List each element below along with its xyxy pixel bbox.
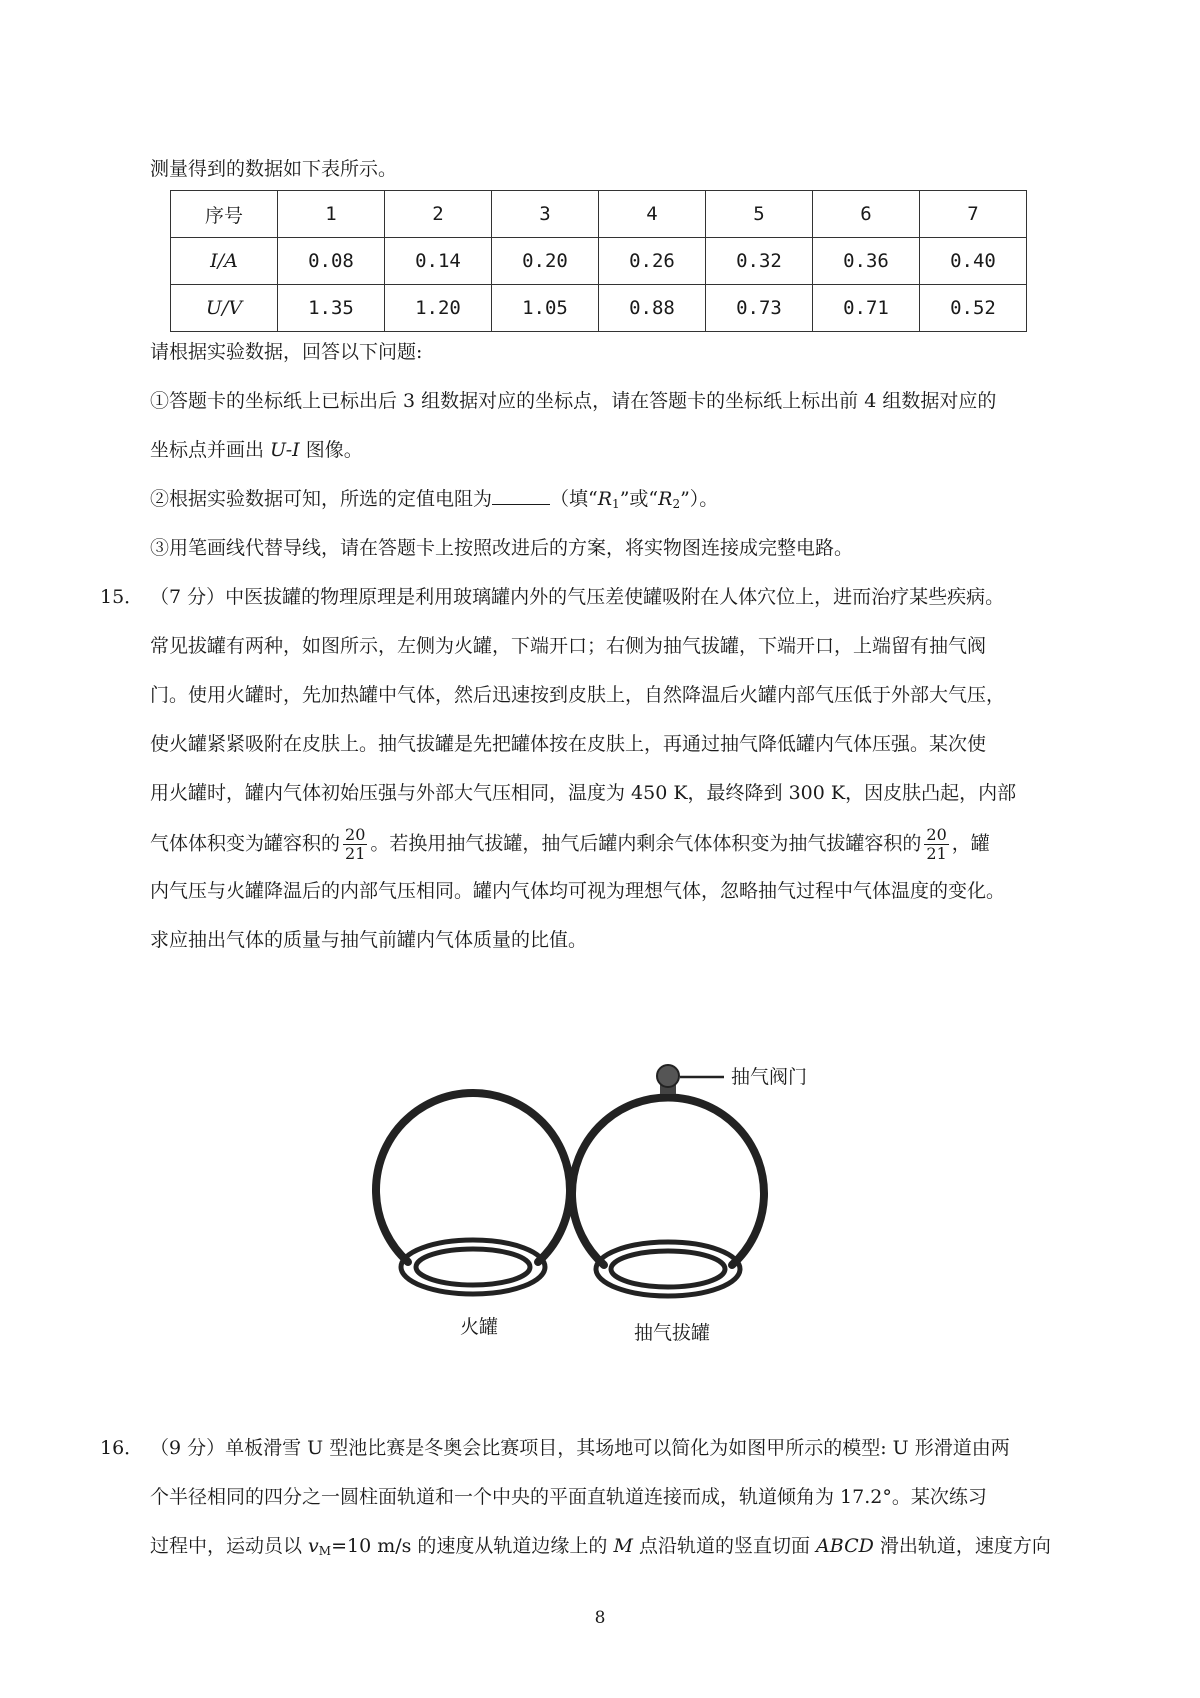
q14-item1-line2 xyxy=(150,436,363,464)
table-header-cell: 3 xyxy=(492,191,599,238)
table-cell: 0.71 xyxy=(813,285,920,332)
suction-cup-label: 抽气拔罐 xyxy=(634,1322,711,1344)
text-span: 滑出轨道，速度方向 xyxy=(873,1535,1051,1557)
text-span: 气体体积变为罐容积的 xyxy=(150,832,341,855)
q14-item2 xyxy=(150,485,718,518)
fire-cup-label: 火罐 xyxy=(460,1316,499,1338)
q16-line: （9 分）单板滑雪 U 型池比赛是冬奥会比赛项目，其场地可以简化为如图甲所示的模型: U 形滑道由两 xyxy=(150,1437,1010,1459)
fraction-numerator: 20 xyxy=(345,825,366,844)
q15-line: 门。使用火罐时，先加热罐中气体，然后迅速按到皮肤上，自然降温后火罐内部气压低于外部大气压， xyxy=(150,684,1006,706)
q15-line: 内气压与火罐降温后的内部气压相同。罐内气体均可视为理想气体，忽略抽气过程中气体温度的变化。 xyxy=(150,880,1006,902)
q15-line: （7 分）中医拔罐的物理原理是利用玻璃罐内外的气压差使罐吸附在人体穴位上，进而治疗某些疾病。 xyxy=(150,586,1005,608)
variable-r: R xyxy=(658,488,673,510)
fraction-denominator: 21 xyxy=(345,844,366,863)
fraction xyxy=(343,826,367,863)
question-number: 15． xyxy=(100,586,144,608)
valve-knob xyxy=(657,1065,679,1087)
subscript: 2 xyxy=(672,497,681,511)
row-label-voltage: U/V xyxy=(171,285,278,332)
table-header-cell: 1 xyxy=(278,191,385,238)
fire-cup-drawing xyxy=(376,1093,570,1294)
variable-v: v xyxy=(308,1535,319,1557)
variable-r: R xyxy=(597,488,613,510)
table-cell: 0.14 xyxy=(385,238,492,285)
text-span: 。若换用抽气拔罐，抽气后罐内剩余气体体积变为抽气拔罐容积的 xyxy=(370,832,922,855)
text-span: ”或“ xyxy=(619,488,659,510)
table-header-cell: 4 xyxy=(599,191,706,238)
q14-item3: ③用笔画线代替导线，请在答题卡上按照改进后的方案，将实物图连接成完整电路。 xyxy=(150,537,854,559)
suction-cup-drawing xyxy=(572,1065,764,1296)
variable-m: M xyxy=(613,1535,633,1557)
suction-cup-mouth-inner xyxy=(611,1251,725,1287)
fraction-numerator: 20 xyxy=(926,825,947,844)
table-cell: 1.20 xyxy=(385,285,492,332)
page-number: 8 xyxy=(594,1608,606,1628)
subscript: M xyxy=(318,1544,332,1558)
table-header-cell: 7 xyxy=(920,191,1027,238)
text-span: 点沿轨道的竖直切面 xyxy=(632,1535,817,1557)
table-cell: 0.40 xyxy=(920,238,1027,285)
fraction xyxy=(924,826,948,863)
table-cell: 0.26 xyxy=(599,238,706,285)
fraction-denominator: 21 xyxy=(926,844,947,863)
q15-line-with-fractions xyxy=(150,826,990,863)
text-span: =10 m/s 的速度从轨道边缘上的 xyxy=(331,1535,614,1557)
q15-line: 使火罐紧紧吸附在皮肤上。抽气拔罐是先把罐体按在皮肤上，再通过抽气降低罐内气体压强。某次使 xyxy=(150,733,987,755)
data-table xyxy=(170,190,1027,332)
text-span: 过程中，运动员以 xyxy=(150,1535,309,1557)
fire-cup-body xyxy=(376,1093,570,1262)
text-span: （填“ xyxy=(550,488,598,510)
table-cell: 0.08 xyxy=(278,238,385,285)
text-span: 坐标点并画出 xyxy=(150,439,271,461)
fire-cup-mouth-inner xyxy=(416,1249,530,1285)
table-cell: 0.73 xyxy=(706,285,813,332)
table-header-cell: 5 xyxy=(706,191,813,238)
valve-label: 抽气阀门 xyxy=(731,1066,808,1088)
answer-blank xyxy=(492,486,550,505)
q15-line: 常见拔罐有两种，如图所示，左侧为火罐，下端开口；右侧为抽气拔罐，下端开口，上端留有抽气阀 xyxy=(150,635,987,657)
table-cell: 0.32 xyxy=(706,238,813,285)
variable-ui: U-I xyxy=(270,439,300,461)
table-cell: 0.88 xyxy=(599,285,706,332)
table-header-cell: 序号 xyxy=(171,191,278,238)
table-row xyxy=(171,191,1027,238)
table-cell: 1.05 xyxy=(492,285,599,332)
q14-item1-line1: ①答题卡的坐标纸上已标出后 3 组数据对应的坐标点，请在答题卡的坐标纸上标出前 4 组数据对应的 xyxy=(150,390,997,412)
q15-line: 求应抽出气体的质量与抽气前罐内气体质量的比值。 xyxy=(150,929,588,951)
text-span: ，罐 xyxy=(951,832,990,855)
table-row xyxy=(171,285,1027,332)
q16-line: 个半径相同的四分之一圆柱面轨道和一个中央的平面直轨道连接而成，轨道倾角为 17.2°。某次练习 xyxy=(150,1486,987,1508)
table-row xyxy=(171,238,1027,285)
text-span: ”）。 xyxy=(680,488,719,510)
table-header-cell: 6 xyxy=(813,191,920,238)
table-header-cell: 2 xyxy=(385,191,492,238)
variable-abcd: ABCD xyxy=(816,1535,874,1557)
text-span: ②根据实验数据可知，所选的定值电阻为 xyxy=(150,488,493,510)
subscript: 1 xyxy=(612,497,620,511)
q15-line: 用火罐时，罐内气体初始压强与外部大气压相同，温度为 450 K，最终降到 300 K，因皮肤凸起，内部 xyxy=(150,782,1017,804)
question-number: 16． xyxy=(100,1437,144,1459)
table-cell: 0.20 xyxy=(492,238,599,285)
table-cell: 0.36 xyxy=(813,238,920,285)
q16-line xyxy=(150,1532,1051,1565)
row-label-current: I/A xyxy=(171,238,278,285)
q14-prompt: 请根据实验数据，回答以下问题: xyxy=(150,341,423,363)
text-span: 图像。 xyxy=(299,439,363,461)
table-cell: 1.35 xyxy=(278,285,385,332)
table-intro: 测量得到的数据如下表所示。 xyxy=(150,158,398,180)
table-cell: 0.52 xyxy=(920,285,1027,332)
